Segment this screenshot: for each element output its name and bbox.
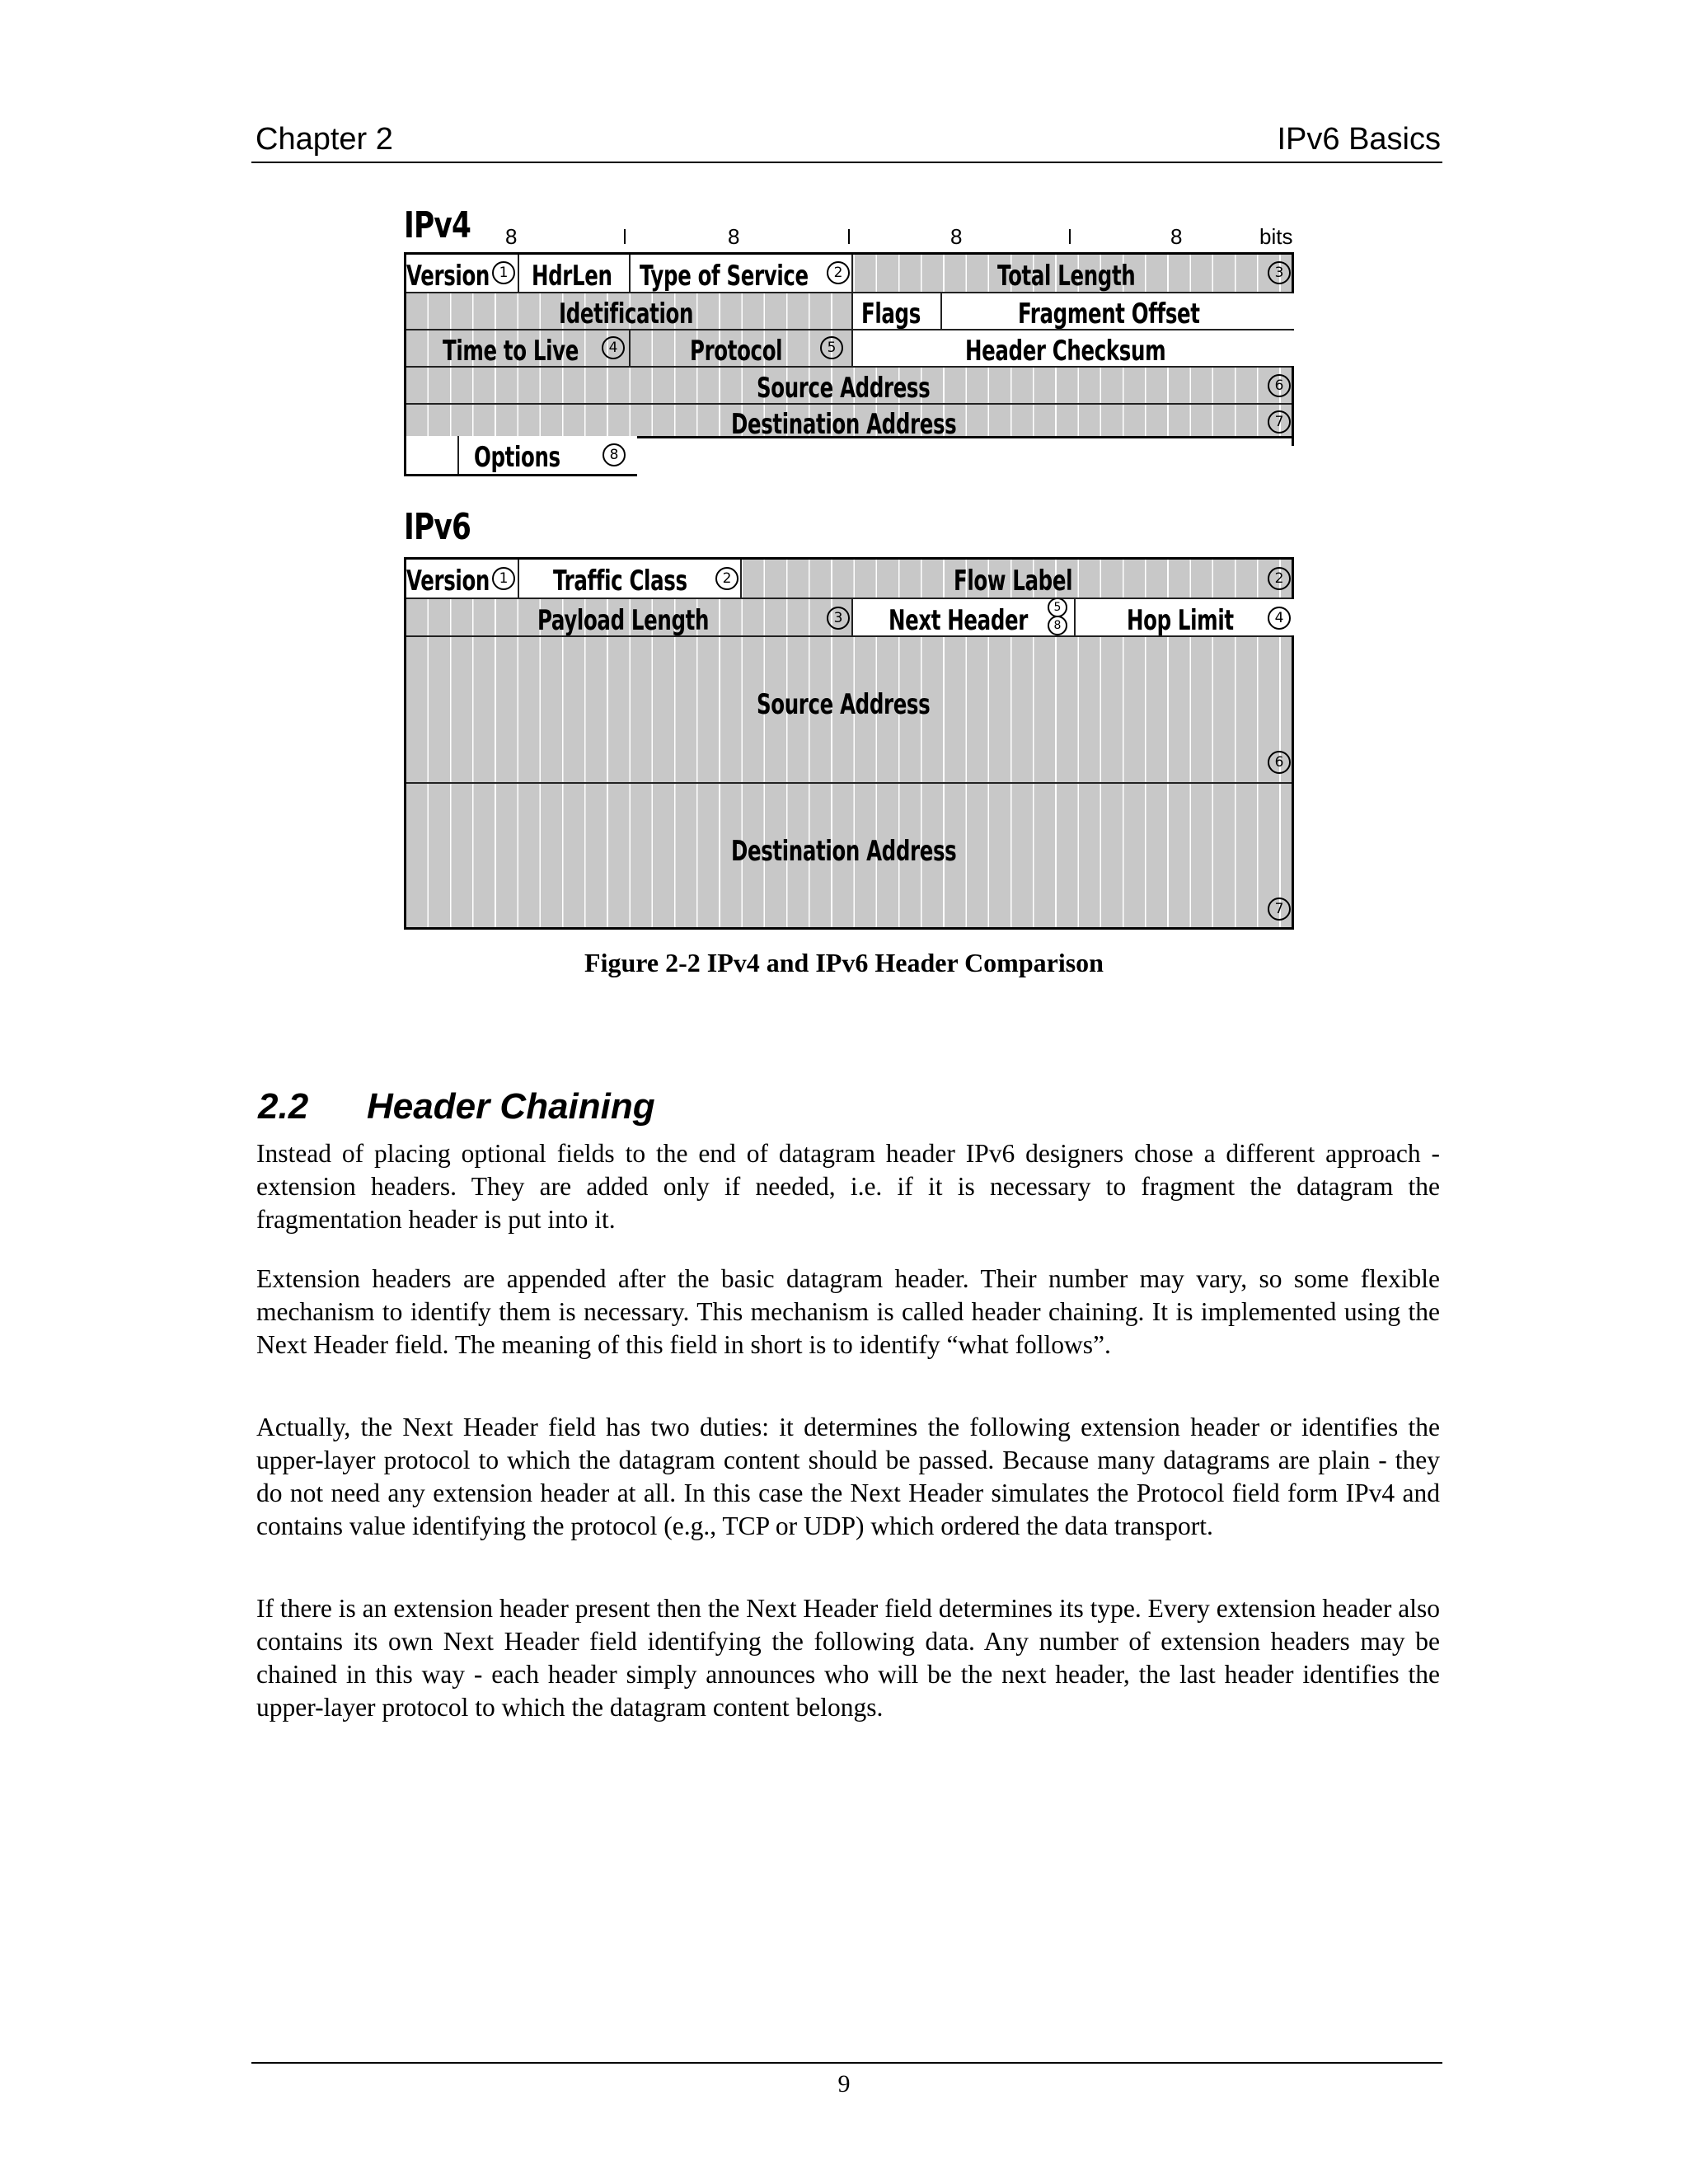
paragraph-1: Instead of placing optional fields to the end of datagram header IPv6 designers chose a different approach - extension headers. They are added only if needed, i.e. if it is necessary to fragment the datagram the fragmentation header is put into it. <box>256 1139 1440 1234</box>
ipv4-total-length-label: Total Length <box>997 260 1136 293</box>
header-comparison-figure <box>0 0 1688 989</box>
ipv4-options-label: Options <box>474 441 560 474</box>
ipv6-row-1 <box>406 560 1292 598</box>
ipv6-version-label: Version <box>406 565 490 598</box>
ipv4-tos-label: Type of Service <box>640 260 809 293</box>
ipv6-source-block <box>406 635 1292 782</box>
marker-2: 2 <box>715 567 738 590</box>
marker-5: 5 <box>820 336 843 359</box>
ipv6-next-header-label: Next Header <box>889 604 1028 637</box>
bit-label-4: 8 <box>1170 224 1183 249</box>
marker-7: 7 <box>1268 898 1291 921</box>
ipv4-source-label: Source Address <box>757 372 931 405</box>
marker-1: 1 <box>492 567 515 590</box>
paragraph-4: If there is an extension header present then the Next Header field determines its type. Every extension header also contains its own Next Header field identifying the following data. Any number of extension headers may be chained in this way - each header simply announces who will be the next header, the last header identifies the upper-layer protocol to which the datagram content belongs. <box>256 1594 1440 1722</box>
ipv4-header-grid <box>404 252 1294 441</box>
ipv6-source-label: Source Address <box>757 688 931 721</box>
page-number: 9 <box>837 2070 851 2097</box>
bit-label-1: 8 <box>505 224 518 249</box>
running-header-title: IPv6 Basics <box>1277 122 1441 157</box>
ipv6-payload-length-label: Payload Length <box>537 604 710 637</box>
marker-2: 2 <box>1268 567 1291 590</box>
ipv4-version-label: Version <box>406 260 490 293</box>
marker-6: 6 <box>1268 374 1291 397</box>
paragraph-2: Extension headers are appended after the basic datagram header. Their number may vary, so some flexible mechanism to identify them is necessary. This mechanism is called header chaining. It is implemented using the Next Header field. The meaning of this field in short is to identify “what follows”. <box>256 1264 1440 1359</box>
section-heading <box>258 1086 655 1127</box>
bit-tick <box>1069 229 1071 244</box>
ipv4-row-3 <box>406 329 1292 366</box>
ipv6-row-2 <box>406 598 1292 635</box>
marker-4: 4 <box>602 336 625 359</box>
marker-3: 3 <box>827 607 850 630</box>
marker-3: 3 <box>1268 261 1291 284</box>
running-header-chapter: Chapter 2 <box>256 122 393 157</box>
marker-5: 5 <box>1048 598 1067 617</box>
bit-label-2: 8 <box>728 224 740 249</box>
ipv4-protocol-label: Protocol <box>690 335 783 368</box>
ipv6-destination-label: Destination Address <box>731 835 957 868</box>
ipv6-header-grid <box>404 557 1294 930</box>
marker-4: 4 <box>1268 607 1291 630</box>
bit-label-3: 8 <box>950 224 963 249</box>
ipv4-fragment-offset-label: Fragment Offset <box>1018 298 1200 330</box>
ipv6-destination-block <box>406 782 1292 927</box>
ipv4-row-2 <box>406 292 1292 329</box>
ipv6-hop-limit-label: Hop Limit <box>1127 604 1234 637</box>
marker-6: 6 <box>1268 751 1291 774</box>
marker-7: 7 <box>1268 410 1291 434</box>
ipv6-flow-label-label: Flow Label <box>954 565 1073 598</box>
marker-8: 8 <box>1048 616 1067 635</box>
marker-1: 1 <box>492 261 515 284</box>
ipv4-identification-label: Idetification <box>559 298 694 330</box>
paragraph-3: Actually, the Next Header field has two duties: it determines the following extension header or identifies the upper-layer protocol to which the datagram content should be passed. Because many datagrams are plain - they do not need any extension header at all. In this case the Next Header simulates the Protocol field form IPv4 and contains value identifying the protocol (e.g., TCP or UDP) which ordered the data transport. <box>256 1413 1440 1540</box>
ipv4-destination-label: Destination Address <box>731 408 957 441</box>
ipv4-checksum-label: Header Checksum <box>965 335 1166 368</box>
ipv4-row-5 <box>406 403 1292 441</box>
ipv4-flags-label: Flags <box>861 298 921 330</box>
ipv4-row-4 <box>406 366 1292 403</box>
marker-2: 2 <box>827 261 850 284</box>
ipv4-options-cell <box>404 436 637 476</box>
figure-caption: Figure 2-2 IPv4 and IPv6 Header Comparison <box>584 948 1104 977</box>
ipv4-row-1 <box>406 255 1292 292</box>
ipv6-traffic-class-label: Traffic Class <box>553 565 687 598</box>
bit-label-unit: bits <box>1259 224 1293 249</box>
marker-8: 8 <box>603 443 626 466</box>
ipv4-ttl-label: Time to Live <box>443 335 579 368</box>
section-title: Header Chaining <box>367 1086 655 1127</box>
bit-tick <box>848 229 850 244</box>
bit-tick <box>624 229 626 244</box>
ipv4-title: IPv4 <box>404 204 471 246</box>
ipv4-grid-edge <box>1292 436 1294 446</box>
section-number: 2.2 <box>258 1086 309 1127</box>
ipv4-hdrlen-label: HdrLen <box>532 260 612 293</box>
ipv6-title: IPv6 <box>404 506 471 548</box>
footer-rule <box>251 2062 1442 2064</box>
